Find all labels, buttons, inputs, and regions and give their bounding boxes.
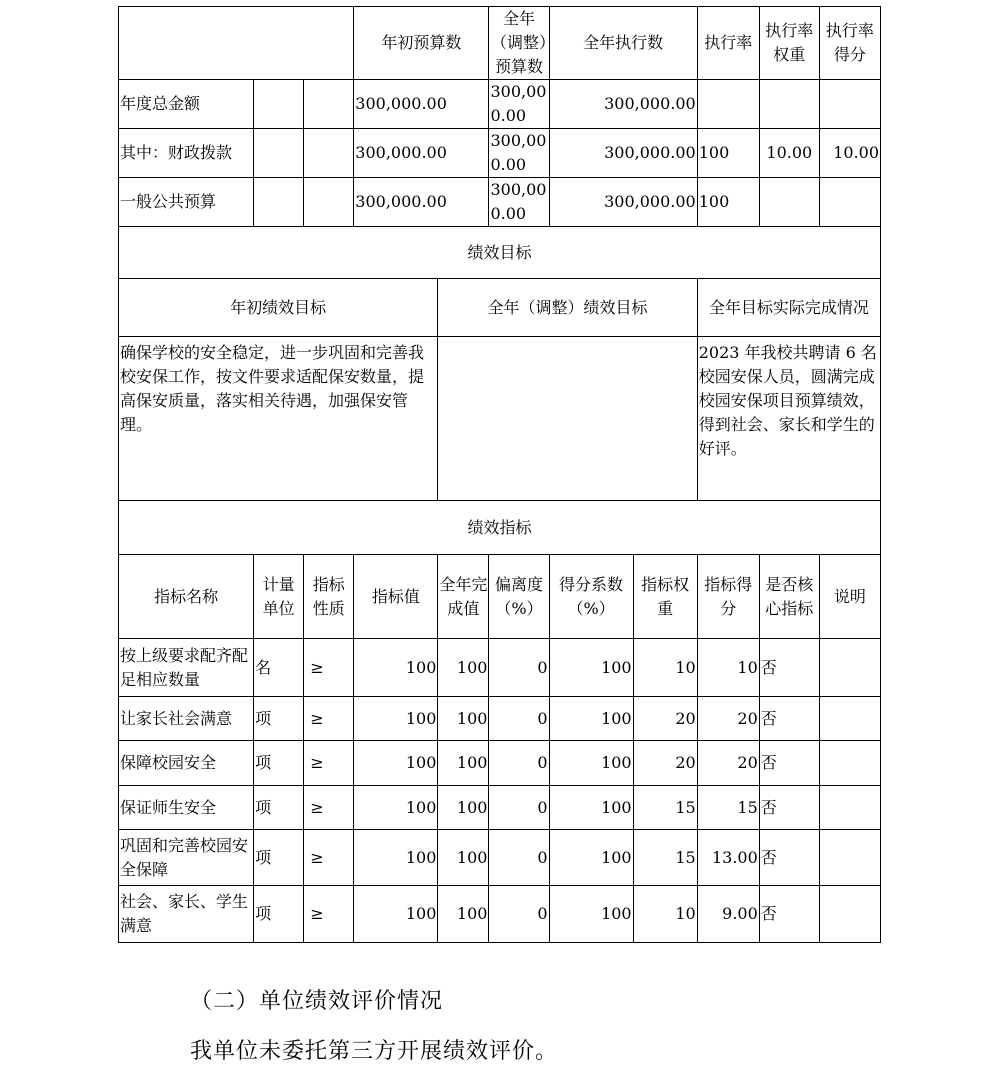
ind-header-score: 指标得分: [697, 555, 759, 639]
indicator-row: [119, 639, 881, 697]
ind-nature: ≥: [304, 830, 354, 886]
ind-nature: ≥: [304, 639, 354, 697]
ind-name: 保证师生安全: [119, 786, 254, 830]
ind-completed: 100: [438, 786, 489, 830]
budget-adjusted-value: 300,000.00: [489, 129, 549, 178]
ind-deviation: 0: [489, 886, 549, 943]
ind-score: 15: [697, 786, 759, 830]
ind-completed: 100: [438, 886, 489, 943]
ind-deviation: 0: [489, 639, 549, 697]
ind-coef: 100: [549, 830, 633, 886]
budget-initial-value: 300,000.00: [354, 80, 489, 129]
ind-unit: 项: [254, 697, 304, 741]
ind-weight: 15: [633, 830, 697, 886]
budget-score-value: [819, 80, 880, 129]
budget-score-value: 10.00: [819, 129, 880, 178]
ind-coef: 100: [549, 786, 633, 830]
budget-rate-value: [697, 80, 759, 129]
ind-core: 否: [759, 830, 819, 886]
ind-nature: ≥: [304, 786, 354, 830]
ind-value: 100: [354, 741, 438, 786]
ind-header-nature: 指标性质: [304, 555, 354, 639]
goals-adjusted-text: [438, 337, 697, 501]
budget-executed-value: 300,000.00: [549, 80, 697, 129]
budget-executed-value: 300,000.00: [549, 178, 697, 227]
performance-table: [118, 6, 881, 943]
budget-adjusted-value: 300,000.00: [489, 80, 549, 129]
ind-header-unit: 计量单位: [254, 555, 304, 639]
ind-unit: 项: [254, 830, 304, 886]
ind-core: 否: [759, 741, 819, 786]
ind-name: 保障校园安全: [119, 741, 254, 786]
ind-core: 否: [759, 697, 819, 741]
ind-header-value: 指标值: [354, 555, 438, 639]
ind-unit: 名: [254, 639, 304, 697]
ind-value: 100: [354, 886, 438, 943]
section-body: 我单位未委托第三方开展绩效评价。: [190, 1039, 559, 1064]
blank-cell: [304, 178, 354, 227]
ind-completed: 100: [438, 830, 489, 886]
goals-title-row: [119, 227, 881, 279]
indicator-row: [119, 741, 881, 786]
indicator-row: [119, 886, 881, 943]
ind-note: [819, 639, 880, 697]
goals-col-initial: 年初绩效目标: [119, 279, 438, 337]
ind-deviation: 0: [489, 741, 549, 786]
budget-weight-value: 10.00: [759, 129, 819, 178]
header-rate-score: 执行率得分: [819, 7, 880, 80]
indicators-header-row: [119, 555, 881, 639]
ind-name: 巩固和完善校园安全保障: [119, 830, 254, 886]
goals-col-actual: 全年目标实际完成情况: [697, 279, 880, 337]
ind-header-coef: 得分系数（%）: [549, 555, 633, 639]
ind-note: [819, 830, 880, 886]
section-heading: （二）单位绩效评价情况: [190, 989, 444, 1014]
budget-row-label: 年度总金额: [119, 80, 254, 129]
ind-name: 让家长社会满意: [119, 697, 254, 741]
ind-score: 20: [697, 741, 759, 786]
ind-nature: ≥: [304, 886, 354, 943]
ind-completed: 100: [438, 741, 489, 786]
ind-completed: 100: [438, 639, 489, 697]
ind-note: [819, 697, 880, 741]
indicator-row: [119, 786, 881, 830]
budget-header-row: [119, 7, 881, 80]
goals-initial-text: 确保学校的安全稳定，进一步巩固和完善我校安保工作，按文件要求适配保安数量，提高保安质量，落实相关待遇，加强保安管理。: [119, 337, 438, 501]
ind-coef: 100: [549, 639, 633, 697]
budget-initial-value: 300,000.00: [354, 129, 489, 178]
budget-rate-value: 100: [697, 129, 759, 178]
ind-nature: ≥: [304, 741, 354, 786]
ind-note: [819, 886, 880, 943]
ind-core: 否: [759, 886, 819, 943]
goals-col-adjusted: 全年（调整）绩效目标: [438, 279, 697, 337]
budget-score-value: [819, 178, 880, 227]
ind-weight: 20: [633, 741, 697, 786]
ind-coef: 100: [549, 741, 633, 786]
ind-weight: 10: [633, 886, 697, 943]
blank-cell: [254, 80, 304, 129]
ind-name: 社会、家长、学生满意: [119, 886, 254, 943]
goals-title: 绩效目标: [119, 227, 881, 279]
budget-executed-value: 300,000.00: [549, 129, 697, 178]
ind-note: [819, 786, 880, 830]
ind-nature: ≥: [304, 697, 354, 741]
ind-deviation: 0: [489, 697, 549, 741]
ind-unit: 项: [254, 741, 304, 786]
ind-value: 100: [354, 786, 438, 830]
budget-row: [119, 80, 881, 129]
budget-row-label: 其中：财政拨款: [119, 129, 254, 178]
budget-row: [119, 178, 881, 227]
ind-value: 100: [354, 639, 438, 697]
goals-actual-text: 2023 年我校共聘请 6 名校园安保人员，圆满完成校园安保项目预算绩效，得到社会、家长和学生的好评。: [697, 337, 880, 501]
header-rate-weight: 执行率权重: [759, 7, 819, 80]
ind-value: 100: [354, 830, 438, 886]
ind-value: 100: [354, 697, 438, 741]
budget-initial-value: 300,000.00: [354, 178, 489, 227]
ind-deviation: 0: [489, 786, 549, 830]
header-initial-budget: 年初预算数: [354, 7, 489, 80]
budget-adjusted-value: 300,000.00: [489, 178, 549, 227]
ind-score: 13.00: [697, 830, 759, 886]
ind-name: 按上级要求配齐配足相应数量: [119, 639, 254, 697]
budget-rate-value: 100: [697, 178, 759, 227]
ind-header-note: 说明: [819, 555, 880, 639]
goals-header-row: [119, 279, 881, 337]
blank-cell: [304, 80, 354, 129]
indicators-title-row: [119, 501, 881, 555]
ind-note: [819, 741, 880, 786]
ind-header-name: 指标名称: [119, 555, 254, 639]
ind-core: 否: [759, 786, 819, 830]
ind-header-completed: 全年完成值: [438, 555, 489, 639]
ind-score: 10: [697, 639, 759, 697]
ind-core: 否: [759, 639, 819, 697]
goals-content-row: [119, 337, 881, 501]
ind-header-weight: 指标权重: [633, 555, 697, 639]
ind-weight: 10: [633, 639, 697, 697]
ind-header-deviation: 偏离度（%）: [489, 555, 549, 639]
ind-score: 9.00: [697, 886, 759, 943]
ind-weight: 20: [633, 697, 697, 741]
ind-unit: 项: [254, 786, 304, 830]
ind-deviation: 0: [489, 830, 549, 886]
budget-weight-value: [759, 178, 819, 227]
ind-unit: 项: [254, 886, 304, 943]
indicator-row: [119, 697, 881, 741]
blank-cell: [254, 129, 304, 178]
ind-weight: 15: [633, 786, 697, 830]
indicator-row: [119, 830, 881, 886]
budget-row: [119, 129, 881, 178]
header-adjusted-budget: 全年（调整）预算数: [489, 7, 549, 80]
budget-row-label: 一般公共预算: [119, 178, 254, 227]
ind-coef: 100: [549, 697, 633, 741]
ind-header-core: 是否核心指标: [759, 555, 819, 639]
header-exec-rate: 执行率: [697, 7, 759, 80]
budget-header-blank: [119, 7, 354, 80]
budget-weight-value: [759, 80, 819, 129]
indicators-title: 绩效指标: [119, 501, 881, 555]
ind-coef: 100: [549, 886, 633, 943]
blank-cell: [254, 178, 304, 227]
ind-completed: 100: [438, 697, 489, 741]
ind-score: 20: [697, 697, 759, 741]
blank-cell: [304, 129, 354, 178]
header-executed: 全年执行数: [549, 7, 697, 80]
